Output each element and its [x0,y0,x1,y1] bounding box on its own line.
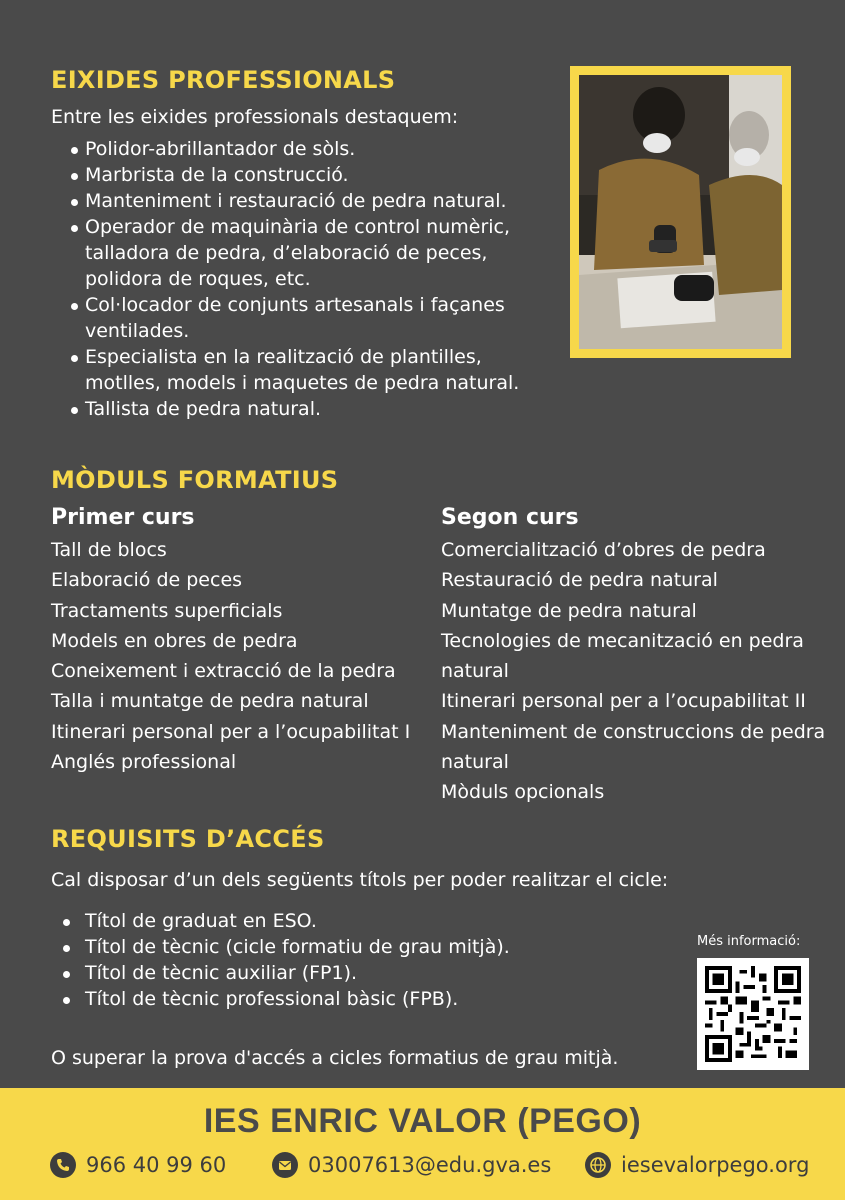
list-item: Operador de maquinària de control numèric, talladora de pedra, d’elaboració de peces, polidora de roques, etc. [51,214,551,292]
qr-code-icon [705,966,801,1062]
requisits-list [51,908,611,1012]
list-item: Marbrista de la construcció. [51,162,551,188]
eixides-title: EIXIDES PROFESSIONALS [51,66,396,94]
list-item: Mòduls opcionals [441,781,605,804]
qr-label: Més informació: [697,934,801,949]
requisits-title: REQUISITS D’ACCÉS [51,825,325,853]
segon-curs-title: Segon curs [441,505,579,530]
web-contact[interactable] [585,1152,809,1178]
email-contact[interactable] [272,1152,551,1178]
list-item: Polidor-abrillantador de sòls. [51,136,551,162]
primer-curs-list [51,535,431,777]
list-item: Elaboració de peces [51,569,243,592]
list-item: Tecnologies de mecanització en pedra natural [441,629,804,683]
list-item: Muntatge de pedra natural [441,599,697,622]
website: iesevalorpego.org [621,1153,810,1177]
workshop-illustration [579,75,782,349]
requisits-intro: Cal disposar d’un dels següents títols per poder realitzar el cicle: [51,869,669,891]
list-item: Títol de tècnic professional bàsic (FPB). [51,986,611,1012]
qr-code[interactable] [697,958,809,1070]
phone-contact[interactable] [50,1152,226,1178]
list-item: Itinerari personal per a l’ocupabilitat II [441,690,806,713]
list-item: Manteniment i restauració de pedra natural. [51,188,551,214]
list-item: Anglés professional [51,751,237,774]
moduls-title: MÒDULS FORMATIUS [51,466,339,494]
school-name: IES ENRIC VALOR (PEGO) [203,1102,642,1140]
list-item: Títol de tècnic (cicle formatiu de grau mitjà). [51,934,611,960]
list-item: Títol de graduat en ESO. [51,908,611,934]
list-item: Restauració de pedra natural [441,569,718,592]
list-item: Manteniment de construccions de pedra natural [441,720,826,774]
list-item: Itinerari personal per a l’ocupabilitat I [51,720,411,743]
list-item: Coneixement i extracció de la pedra [51,660,396,683]
phone-number: 966 40 99 60 [86,1153,227,1177]
list-item: Talla i muntatge de pedra natural [51,690,369,713]
workshop-photo [570,66,791,358]
eixides-list [51,136,551,422]
eixides-intro: Entre les eixides professionals destaquem: [51,106,459,128]
email-icon [272,1152,298,1178]
list-item: Títol de tècnic auxiliar (FP1). [51,960,611,986]
segon-curs-list [441,535,826,808]
list-item: Models en obres de pedra [51,629,298,652]
list-item: Tallista de pedra natural. [51,396,551,422]
list-item: Tall de blocs [51,539,167,561]
list-item: Comercialització d’obres de pedra [441,539,766,561]
globe-icon [585,1152,611,1178]
list-item: Tractaments superficials [51,599,283,622]
primer-curs-title: Primer curs [51,505,195,530]
email-address: 03007613@edu.gva.es [308,1153,552,1177]
phone-icon [50,1152,76,1178]
footer [0,1088,845,1200]
requisits-outro: O superar la prova d'accés a cicles formatius de grau mitjà. [51,1047,619,1069]
list-item: Especialista en la realització de plantilles, motlles, models i maquetes de pedra natural. [51,344,551,396]
list-item: Col·locador de conjunts artesanals i façanes ventilades. [51,292,551,344]
